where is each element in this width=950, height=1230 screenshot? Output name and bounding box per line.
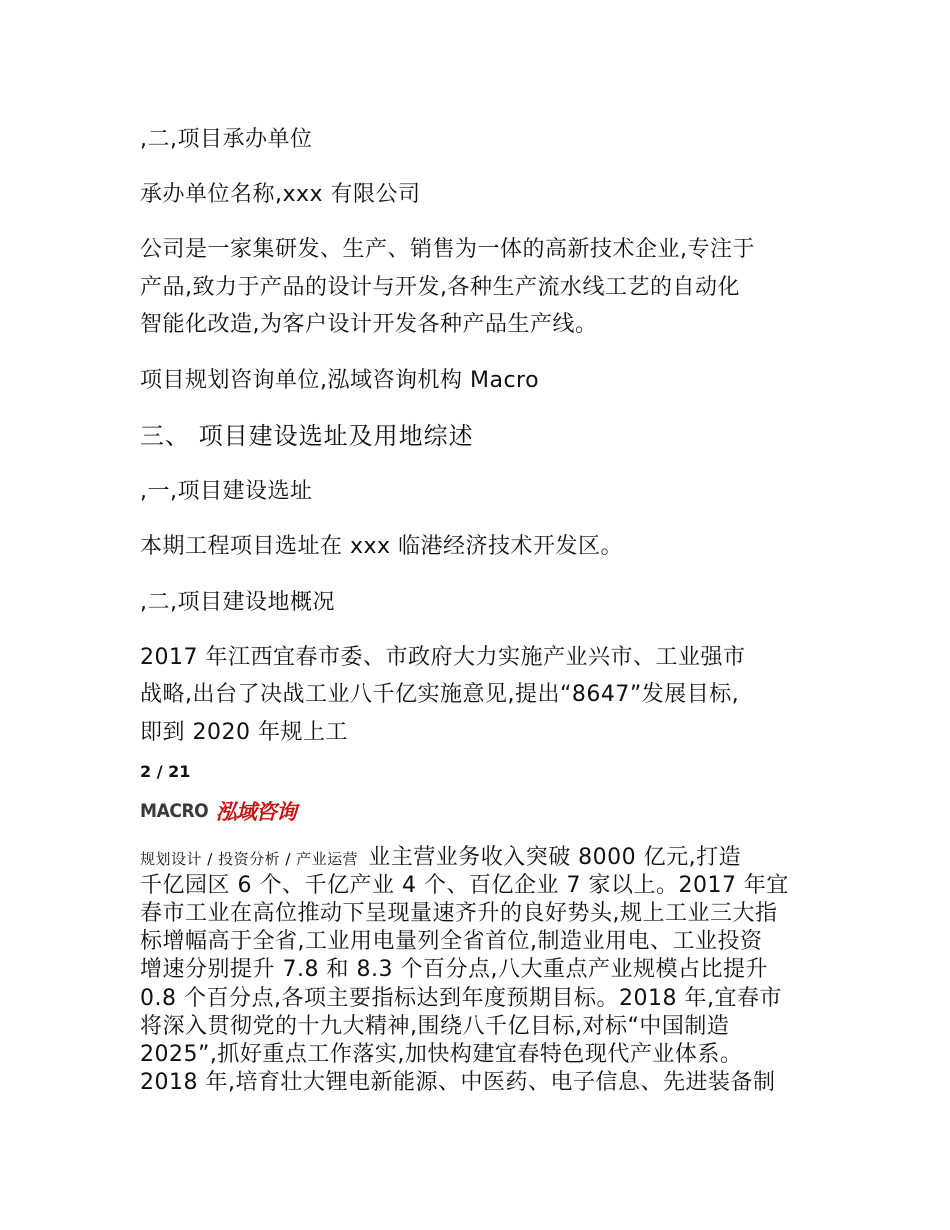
section-heading-site-overview: ,二,项目建设地概况 — [140, 590, 335, 615]
overview-line-1: 2017 年江西宜春市委、市政府大力实施产业兴市、工业强市 — [140, 645, 746, 670]
body-line-4: 标增幅高于全省,工业用电量列全省首位,制造业用电、工业投资 — [140, 929, 763, 954]
body-line-3: 春市工业在高位推动下呈现量速齐升的良好势头,规上工业三大指 — [140, 901, 778, 926]
body-line-6: 0.8 个百分点,各项主要指标达到年度预期目标。2018 年,宜春市 — [140, 986, 782, 1011]
section-heading-site: ,一,项目建设选址 — [140, 479, 313, 504]
consulting-unit: 项目规划咨询单位,泓域咨询机构 Macro — [140, 368, 540, 393]
logo-text-cn: 泓域咨询 — [215, 800, 296, 824]
undertaking-unit-name: 承办单位名称,xxx 有限公司 — [140, 182, 421, 207]
body-line-2: 千亿园区 6 个、千亿产业 4 个、百亿企业 7 家以上。2017 年宜 — [140, 873, 789, 898]
page-number: 2 / 21 — [140, 762, 191, 781]
overview-line-2: 战略,出台了决战工业八千亿实施意见,提出“8647”发展目标, — [140, 682, 740, 707]
company-tagline: 规划设计 / 投资分析 / 产业运营 — [140, 850, 359, 868]
body-line-5: 增速分别提升 7.8 和 8.3 个百分点,八大重点产业规模占比提升 — [140, 957, 768, 982]
macro-logo — [140, 797, 296, 825]
site-location-text: 本期工程项目选址在 xxx 临港经济技术开发区。 — [140, 534, 624, 559]
section-heading-undertaking-unit: ,二,项目承办单位 — [140, 127, 313, 152]
chapter-heading-site: 三、 项目建设选址及用地综述 — [140, 422, 474, 450]
company-intro-line-3: 智能化改造,为客户设计开发各种产品生产线。 — [140, 312, 598, 337]
company-intro-line-1: 公司是一家集研发、生产、销售为一体的高新技术企业,专注于 — [140, 237, 755, 262]
body-line-7: 将深入贯彻党的十九大精神,围绕八千亿目标,对标“中国制造 — [140, 1014, 730, 1039]
overview-line-3: 即到 2020 年规上工 — [140, 720, 348, 745]
body-line-9: 2018 年,培育壮大锂电新能源、中医药、电子信息、先进装备制 — [140, 1070, 776, 1095]
company-intro-line-2: 产品,致力于产品的设计与开发,各种生产流水线工艺的自动化 — [140, 275, 740, 300]
logo-text-en: MACRO — [140, 800, 209, 822]
body-line-1 — [140, 844, 741, 873]
body-line-8: 2025”,抓好重点工作落实,加快构建宜春特色现代产业体系。 — [140, 1042, 743, 1067]
body-line-1-text: 业主营业务收入突破 8000 亿元,打造 — [368, 845, 742, 870]
